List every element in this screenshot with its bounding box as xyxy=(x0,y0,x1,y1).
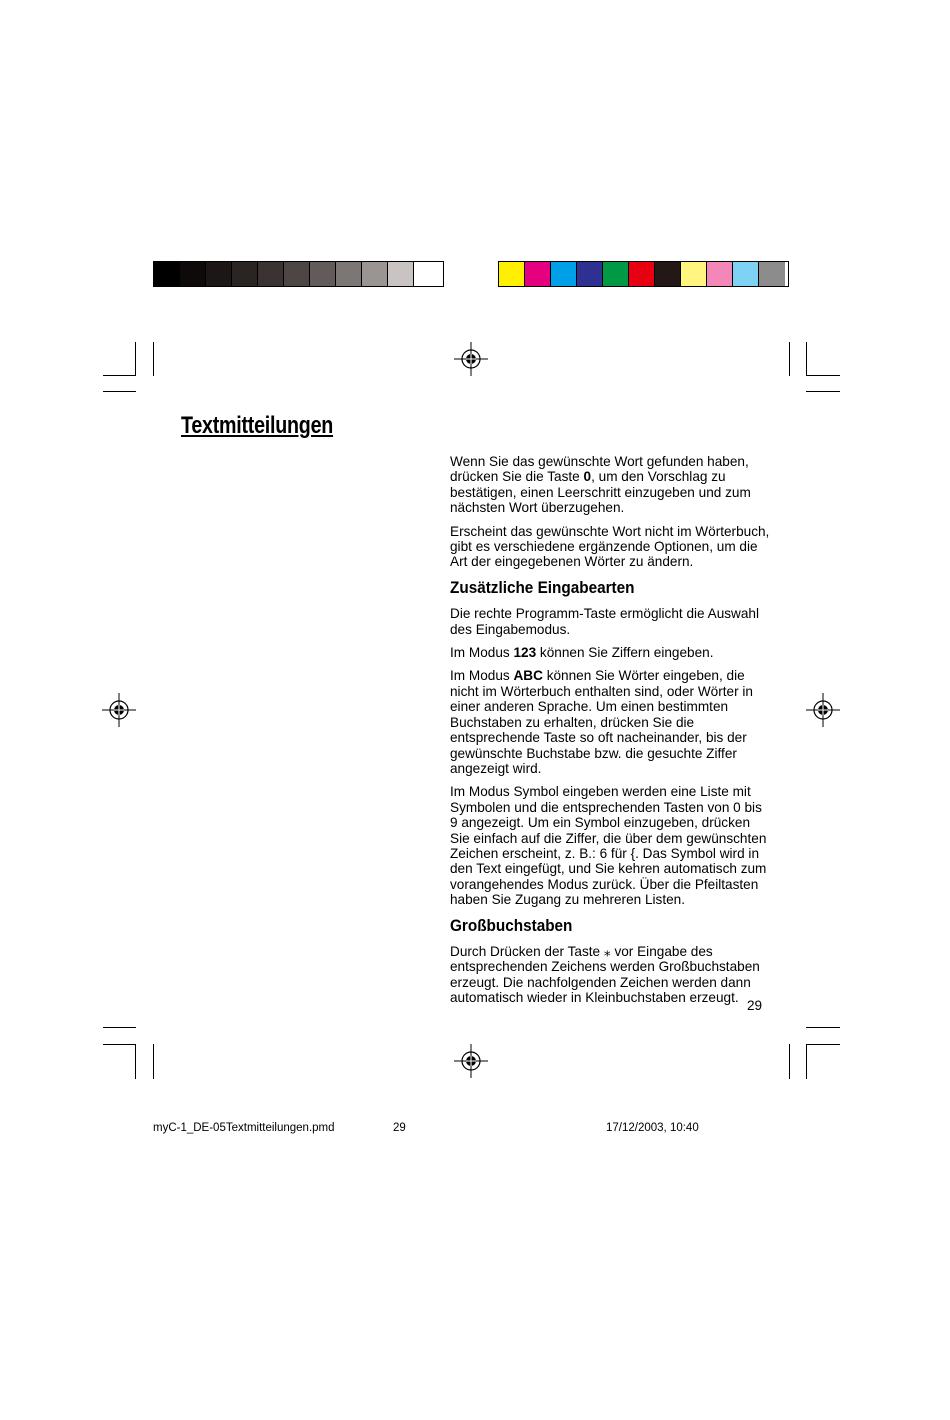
gray-swatch xyxy=(258,262,284,286)
gray-swatch xyxy=(414,262,440,286)
paragraph-capitals: Durch Drücken der Taste ⁎ vor Eingabe des entsprechenden Zeichens werden Großbuchstaben erzeugt. Die nachfolgenden Zeichen werden dann automatisch wieder in Kleinbuchstaben erzeugt. xyxy=(450,943,760,1006)
heading-input-modes: Zusätzliche Eingabearten xyxy=(450,577,635,597)
footer-filename: myC-1_DE-05Textmitteilungen.pmd xyxy=(153,1122,335,1134)
paragraph-mode-symbol: Im Modus Symbol eingeben werden eine Liste mit Symbolen und die entsprechenden Tasten von 0 bis 9 angezeigt. Um ein Symbol einzugeben, drücken Sie einfach auf die Ziffer, die über dem gewünschten Zeichen erscheint, z. B.: 6 für {. Das Symbol wird in den Text eingefügt, und Sie kehren automatisch zum vorangehendes Modus zurück. Über die Pfeiltasten haben Sie Zugang zu mehreren Listen. xyxy=(450,784,767,908)
color-swatch xyxy=(707,262,733,286)
registration-mark-icon xyxy=(102,693,136,727)
registration-mark-icon xyxy=(454,342,488,376)
gray-swatch xyxy=(206,262,232,286)
gray-swatch xyxy=(232,262,258,286)
color-swatch xyxy=(629,262,655,286)
grayscale-calibration-bar xyxy=(153,261,444,287)
color-swatch xyxy=(499,262,525,286)
paragraph-word-not-found: Erscheint das gewünschte Wort nicht im Wörterbuch, gibt es verschiedene ergänzende Optionen, um die Art der eingegebenen Wörter zu ändern. xyxy=(450,523,770,570)
registration-mark-icon xyxy=(806,693,840,727)
content-column xyxy=(450,454,770,1014)
gray-swatch xyxy=(336,262,362,286)
paragraph-confirm-word: Wenn Sie das gewünschte Wort gefunden haben, drücken Sie die Taste 0, um den Vorschlag zu bestätigen, einen Leerschritt einzugeben und zum nächsten Wort überzugehen. xyxy=(450,454,751,516)
gray-swatch xyxy=(310,262,336,286)
footer-datetime: 17/12/2003, 10:40 xyxy=(606,1122,699,1134)
gray-swatch xyxy=(180,262,206,286)
footer-page: 29 xyxy=(393,1122,406,1134)
color-swatch xyxy=(577,262,603,286)
color-swatch xyxy=(733,262,759,286)
gray-swatch xyxy=(154,262,180,286)
color-swatch xyxy=(525,262,551,286)
color-swatch xyxy=(551,262,577,286)
page-title: Textmitteilungen xyxy=(181,412,334,439)
color-swatch xyxy=(759,262,785,286)
registration-mark-icon xyxy=(454,1044,488,1078)
gray-swatch xyxy=(362,262,388,286)
gray-swatch xyxy=(284,262,310,286)
color-calibration-bar xyxy=(498,261,789,287)
page-number: 29 xyxy=(747,998,763,1013)
color-swatch xyxy=(681,262,707,286)
gray-swatch xyxy=(388,262,414,286)
heading-capitals: Großbuchstaben xyxy=(450,915,573,935)
color-swatch xyxy=(603,262,629,286)
paragraph-right-softkey: Die rechte Programm-Taste ermöglicht die Auswahl des Eingabemodus. xyxy=(450,606,760,637)
color-swatch xyxy=(655,262,681,286)
paragraph-mode-123: Im Modus 123 können Sie Ziffern eingeben. xyxy=(450,645,714,661)
paragraph-mode-abc: Im Modus ABC können Sie Wörter eingeben, die nicht im Wörterbuch enthalten sind, oder Wörter in einer anderen Sprache. Um einen bestimmten Buchstaben zu erhalten, drücken Sie die entsprechende Taste so oft nacheinander, bis der gewünschte Buchstabe bzw. die gesuchte Ziffer angezeigt wird. xyxy=(450,668,753,776)
